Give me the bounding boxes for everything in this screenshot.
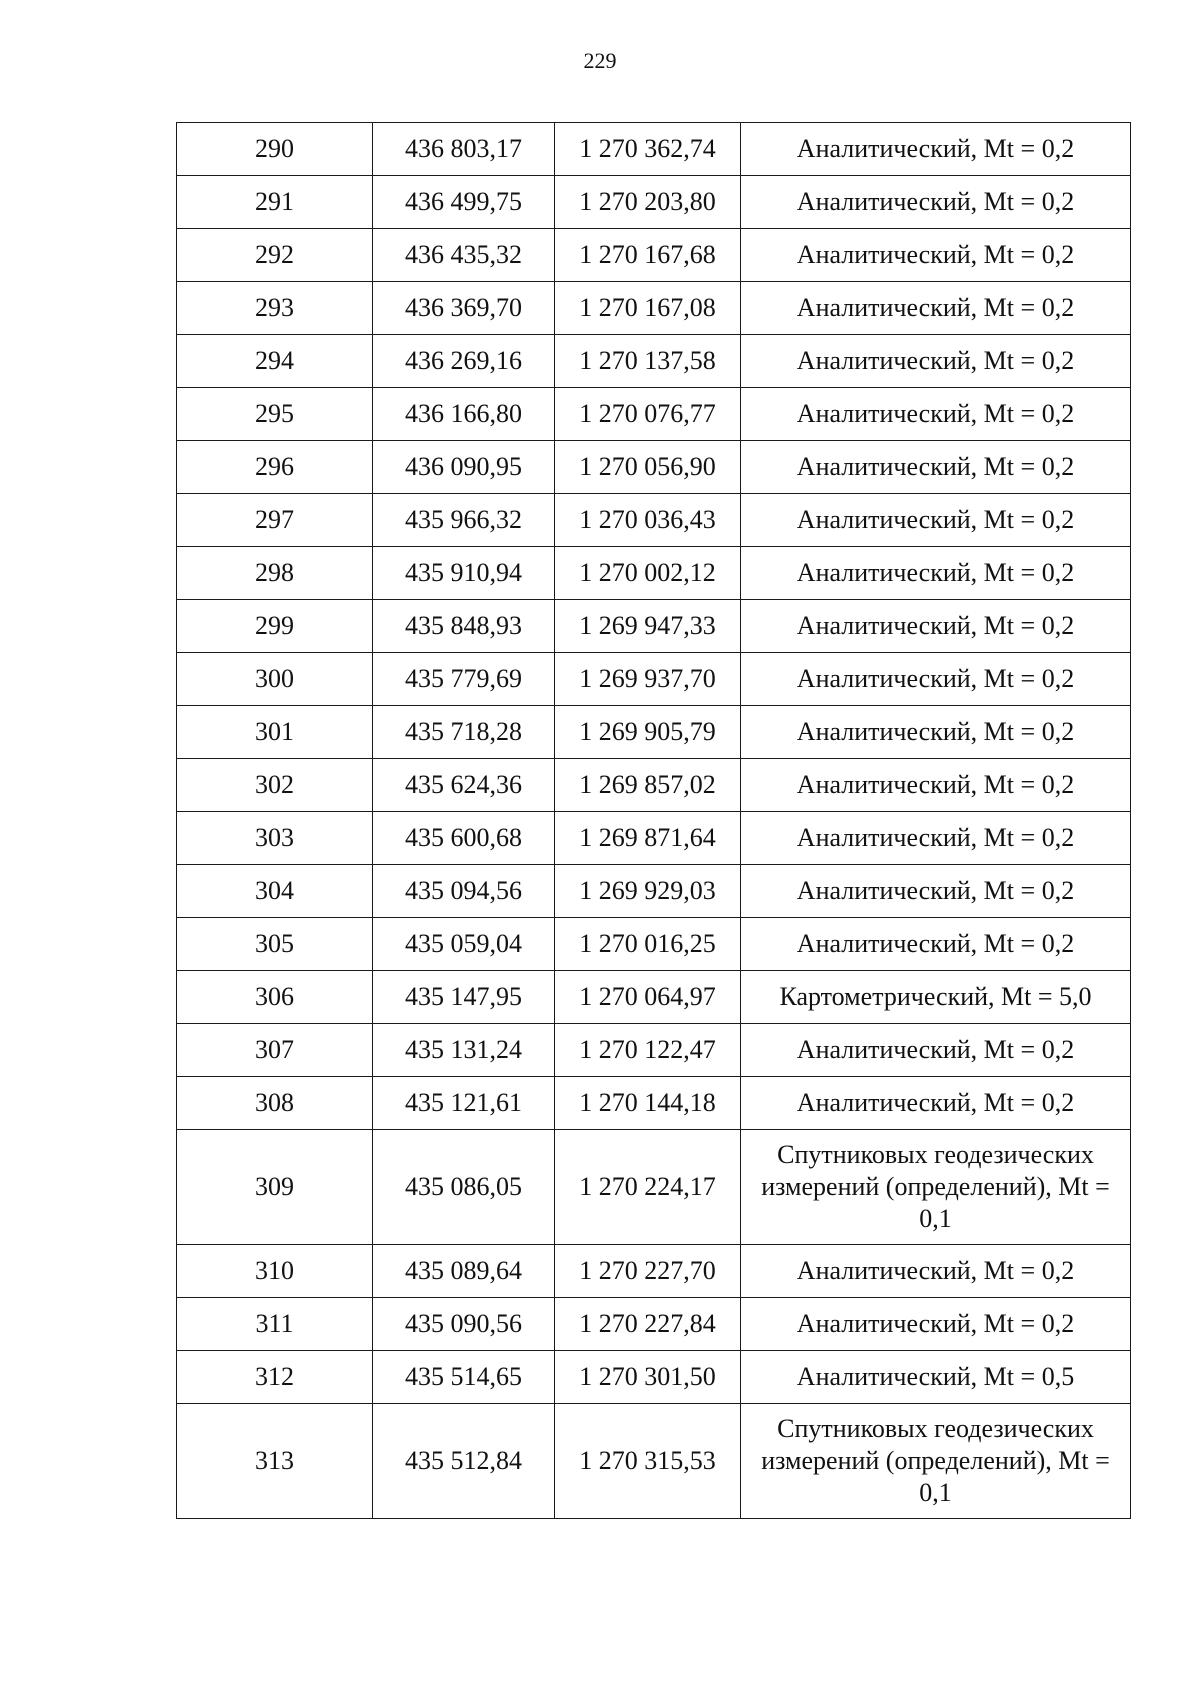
method-cell: Картометрический, Mt = 5,0 [741,971,1131,1024]
point-number-cell: 291 [177,176,373,229]
point-number-cell: 290 [177,123,373,176]
y-coordinate-cell: 1 269 871,64 [555,812,741,865]
x-coordinate-cell: 435 512,84 [373,1404,555,1519]
y-coordinate-cell: 1 269 905,79 [555,706,741,759]
table-row [177,547,1131,600]
point-number-cell: 309 [177,1130,373,1245]
y-coordinate-cell: 1 270 016,25 [555,918,741,971]
table-row [177,1404,1131,1519]
x-coordinate-cell: 436 369,70 [373,282,555,335]
coordinates-table [176,122,1131,1519]
point-number-cell: 296 [177,441,373,494]
method-cell: Аналитический, Mt = 0,2 [741,494,1131,547]
point-number-cell: 308 [177,1077,373,1130]
x-coordinate-cell: 435 600,68 [373,812,555,865]
x-coordinate-cell: 435 094,56 [373,865,555,918]
y-coordinate-cell: 1 270 056,90 [555,441,741,494]
point-number-cell: 312 [177,1351,373,1404]
table-row [177,759,1131,812]
point-number-cell: 307 [177,1024,373,1077]
point-number-cell: 300 [177,653,373,706]
method-cell: Аналитический, Mt = 0,5 [741,1351,1131,1404]
x-coordinate-cell: 436 803,17 [373,123,555,176]
table-row [177,865,1131,918]
y-coordinate-cell: 1 270 144,18 [555,1077,741,1130]
y-coordinate-cell: 1 270 002,12 [555,547,741,600]
x-coordinate-cell: 436 435,32 [373,229,555,282]
y-coordinate-cell: 1 270 036,43 [555,494,741,547]
method-cell: Аналитический, Mt = 0,2 [741,388,1131,441]
x-coordinate-cell: 436 166,80 [373,388,555,441]
point-number-cell: 297 [177,494,373,547]
point-number-cell: 303 [177,812,373,865]
point-number-cell: 304 [177,865,373,918]
x-coordinate-cell: 435 086,05 [373,1130,555,1245]
method-cell: Аналитический, Mt = 0,2 [741,918,1131,971]
x-coordinate-cell: 435 090,56 [373,1298,555,1351]
y-coordinate-cell: 1 270 315,53 [555,1404,741,1519]
x-coordinate-cell: 436 269,16 [373,335,555,388]
x-coordinate-cell: 435 131,24 [373,1024,555,1077]
point-number-cell: 311 [177,1298,373,1351]
y-coordinate-cell: 1 270 064,97 [555,971,741,1024]
table-row [177,176,1131,229]
x-coordinate-cell: 435 848,93 [373,600,555,653]
method-cell: Аналитический, Mt = 0,2 [741,759,1131,812]
method-cell: Аналитический, Mt = 0,2 [741,1024,1131,1077]
table-row [177,282,1131,335]
y-coordinate-cell: 1 270 076,77 [555,388,741,441]
table-row [177,971,1131,1024]
method-cell: Аналитический, Mt = 0,2 [741,229,1131,282]
x-coordinate-cell: 435 514,65 [373,1351,555,1404]
point-number-cell: 302 [177,759,373,812]
table-row [177,653,1131,706]
y-coordinate-cell: 1 270 362,74 [555,123,741,176]
point-number-cell: 305 [177,918,373,971]
table-row [177,1077,1131,1130]
x-coordinate-cell: 435 718,28 [373,706,555,759]
point-number-cell: 301 [177,706,373,759]
point-number-cell: 298 [177,547,373,600]
table-row [177,1130,1131,1245]
point-number-cell: 313 [177,1404,373,1519]
y-coordinate-cell: 1 269 929,03 [555,865,741,918]
table-row [177,1245,1131,1298]
method-cell: Аналитический, Mt = 0,2 [741,600,1131,653]
method-cell: Аналитический, Mt = 0,2 [741,653,1131,706]
method-cell: Аналитический, Mt = 0,2 [741,335,1131,388]
method-cell: Аналитический, Mt = 0,2 [741,1298,1131,1351]
table-row [177,812,1131,865]
x-coordinate-cell: 435 624,36 [373,759,555,812]
y-coordinate-cell: 1 270 224,17 [555,1130,741,1245]
method-cell: Аналитический, Mt = 0,2 [741,865,1131,918]
y-coordinate-cell: 1 270 122,47 [555,1024,741,1077]
method-cell: Аналитический, Mt = 0,2 [741,1077,1131,1130]
y-coordinate-cell: 1 270 227,84 [555,1298,741,1351]
y-coordinate-cell: 1 270 167,68 [555,229,741,282]
x-coordinate-cell: 435 147,95 [373,971,555,1024]
x-coordinate-cell: 435 059,04 [373,918,555,971]
x-coordinate-cell: 435 779,69 [373,653,555,706]
point-number-cell: 295 [177,388,373,441]
table-row [177,229,1131,282]
point-number-cell: 292 [177,229,373,282]
table-row [177,706,1131,759]
x-coordinate-cell: 436 090,95 [373,441,555,494]
x-coordinate-cell: 435 089,64 [373,1245,555,1298]
y-coordinate-cell: 1 270 167,08 [555,282,741,335]
y-coordinate-cell: 1 270 137,58 [555,335,741,388]
point-number-cell: 306 [177,971,373,1024]
page-number: 229 [583,48,617,73]
y-coordinate-cell: 1 270 227,70 [555,1245,741,1298]
table-row [177,918,1131,971]
y-coordinate-cell: 1 269 937,70 [555,653,741,706]
point-number-cell: 299 [177,600,373,653]
table-row [177,1298,1131,1351]
table-row [177,441,1131,494]
table-row [177,123,1131,176]
method-cell: Спутниковых геодезических измерений (определений), Mt = 0,1 [741,1404,1131,1519]
table-row [177,600,1131,653]
table-row [177,1024,1131,1077]
x-coordinate-cell: 435 121,61 [373,1077,555,1130]
method-cell: Аналитический, Mt = 0,2 [741,441,1131,494]
point-number-cell: 310 [177,1245,373,1298]
y-coordinate-cell: 1 269 857,02 [555,759,741,812]
y-coordinate-cell: 1 270 301,50 [555,1351,741,1404]
y-coordinate-cell: 1 269 947,33 [555,600,741,653]
method-cell: Аналитический, Mt = 0,2 [741,547,1131,600]
method-cell: Аналитический, Mt = 0,2 [741,123,1131,176]
method-cell: Аналитический, Mt = 0,2 [741,1245,1131,1298]
table-row [177,494,1131,547]
method-cell: Аналитический, Mt = 0,2 [741,282,1131,335]
point-number-cell: 294 [177,335,373,388]
method-cell: Аналитический, Mt = 0,2 [741,706,1131,759]
coordinates-table-body [177,123,1131,1519]
y-coordinate-cell: 1 270 203,80 [555,176,741,229]
method-cell: Аналитический, Mt = 0,2 [741,812,1131,865]
table-row [177,388,1131,441]
x-coordinate-cell: 435 966,32 [373,494,555,547]
x-coordinate-cell: 436 499,75 [373,176,555,229]
point-number-cell: 293 [177,282,373,335]
table-row [177,1351,1131,1404]
table-row [177,335,1131,388]
method-cell: Аналитический, Mt = 0,2 [741,176,1131,229]
x-coordinate-cell: 435 910,94 [373,547,555,600]
method-cell: Спутниковых геодезических измерений (определений), Mt = 0,1 [741,1130,1131,1245]
